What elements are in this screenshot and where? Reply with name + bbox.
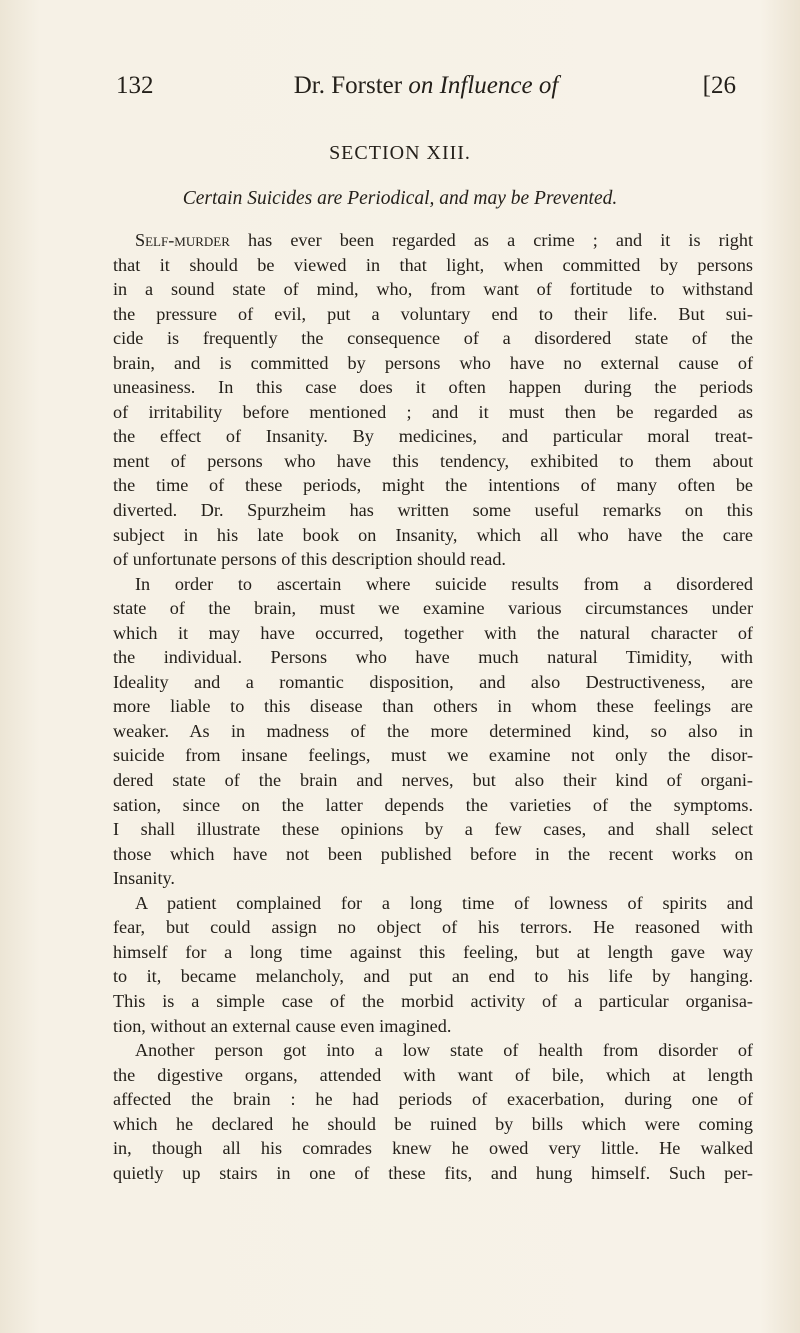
text-line: I shall illustrate these opinions by a few cases, and shall select — [113, 819, 753, 840]
section-reference: [26 — [702, 72, 736, 99]
text-line: uneasiness. In this case does it often happen during the periods — [113, 377, 753, 398]
section-subtitle: Certain Suicides are Periodical, and may be Prevented. — [182, 188, 618, 209]
text-line: subject in his late book on Insanity, which all who have the care — [113, 524, 753, 545]
paragraph-lead-small-caps: Self-murder — [135, 230, 230, 250]
text-line: diverted. Dr. Spurzheim has written some useful remarks on this — [113, 500, 753, 521]
page-number: 132 — [116, 72, 154, 99]
running-header — [116, 72, 736, 112]
text-line: Another person got into a low state of health from disorder of — [135, 1040, 753, 1061]
text-line: Self-murder has ever been regarded as a crime ; and it is right — [135, 230, 753, 250]
text-line: Ideality and a romantic disposition, and also Destructiveness, are — [113, 671, 753, 692]
text-line: in, though all his comrades knew he owed very little. He walked — [113, 1138, 753, 1159]
text-line: of irritability before mentioned ; and it must then be regarded as — [113, 401, 753, 422]
text-line: state of the brain, must we examine various circumstances under — [113, 598, 753, 619]
text-line: which he declared he should be ruined by bills which were coming — [113, 1113, 753, 1134]
text-line: cide is frequently the consequence of a disordered state of the — [113, 328, 753, 349]
text-line: weaker. As in madness of the more determined kind, so also in — [113, 720, 753, 741]
text-line: the digestive organs, attended with want of bile, which at length — [113, 1064, 753, 1085]
text-line: ment of persons who have this tendency, exhibited to them about — [113, 450, 753, 471]
text-line: the effect of Insanity. By medicines, and particular moral treat- — [113, 426, 753, 447]
text-line: himself for a long time against this feeling, but at length gave way — [113, 941, 753, 962]
text-line: brain, and is committed by persons who have no external cause of — [113, 352, 753, 373]
text-line: to it, became melancholy, and put an end to his life by hanging. — [113, 966, 753, 987]
text-line: that it should be viewed in that light, when committed by persons — [113, 254, 753, 275]
text-line: the time of these periods, might the intentions of many often be — [113, 475, 753, 496]
text-line: In order to ascertain where suicide results from a disordered — [135, 573, 753, 594]
text-line: sation, since on the latter depends the varieties of the symptoms. — [113, 794, 753, 815]
running-title-prefix: Dr. Forster — [293, 72, 409, 99]
text-line: affected the brain : he had periods of exacerbation, during one of — [113, 1089, 753, 1110]
text-line: tion, without an external cause even imagined. — [113, 1015, 452, 1036]
text-line: A patient complained for a long time of lowness of spirits and — [135, 892, 753, 913]
running-title — [116, 72, 736, 100]
text-line: which it may have occurred, together with the natural character of — [113, 622, 753, 643]
text-line: in a sound state of mind, who, from want of fortitude to withstand — [113, 279, 753, 300]
text-line: the pressure of evil, put a voluntary end to their life. But sui- — [113, 303, 753, 324]
text-line: fear, but could assign no object of his terrors. He reasoned with — [113, 917, 753, 938]
text-line: suicide from insane feelings, must we examine not only the disor- — [113, 745, 753, 766]
text-line: of unfortunate persons of this description should read. — [113, 549, 506, 570]
text-line: dered state of the brain and nerves, but also their kind of organi- — [113, 770, 753, 791]
text-line: more liable to this disease than others in whom these feelings are — [113, 696, 753, 717]
text-line: This is a simple case of the morbid activity of a particular organisa- — [113, 990, 753, 1011]
text-line: Insanity. — [113, 868, 175, 889]
text-line: the individual. Persons who have much natural Timidity, with — [113, 647, 753, 668]
body-text — [113, 228, 753, 1185]
running-title-italic: on Influence of — [408, 72, 559, 99]
text-line: those which have not been published before in the recent works on — [113, 843, 753, 864]
text-line: quietly up stairs in one of these fits, and hung himself. Such per- — [113, 1162, 753, 1183]
section-heading: SECTION XIII. — [329, 142, 471, 164]
